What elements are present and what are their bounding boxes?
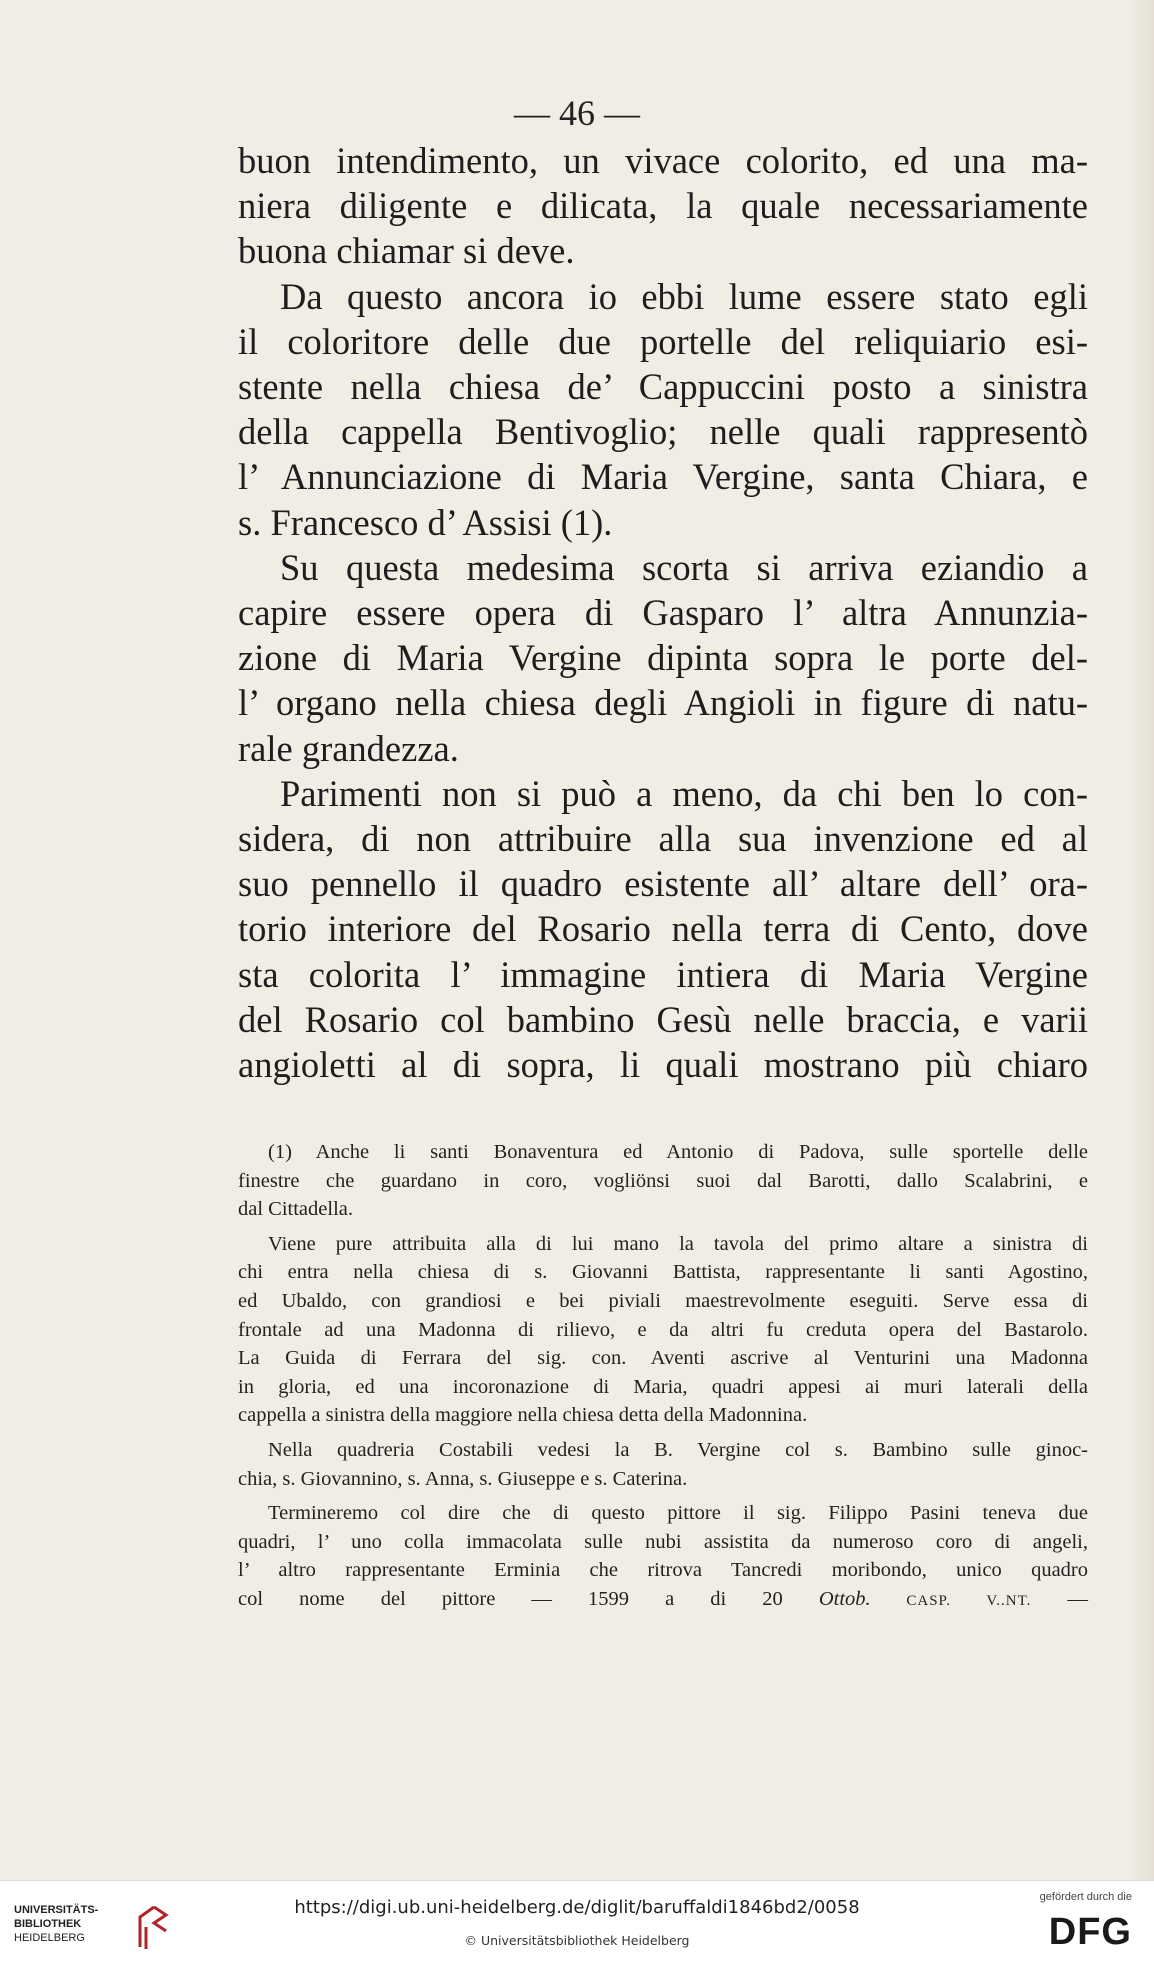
note-line: ed Ubaldo, con grandiosi e bei piviali maestrevolmente eseguiti. Serve essa di (238, 1289, 1088, 1312)
text-line: zione di Maria Vergine dipinta sopra le porte del- (238, 637, 1088, 679)
note-final-end: — (1031, 1587, 1088, 1610)
footnote (238, 1499, 1088, 1615)
note-final-start: col nome del pittore — 1599 a di 20 (238, 1587, 819, 1610)
note-final-line (238, 1585, 1088, 1616)
text-line: buon intendimento, un vivace colorito, ed una ma- (238, 140, 1088, 181)
note-line: finestre che guardano in coro, vogliönsi suoi dal Barotti, dallo Scalabrini, e (238, 1169, 1088, 1192)
note-line: Nella quadreria Costabili vedesi la B. Vergine col s. Bambino sulle ginoc- (268, 1438, 1088, 1461)
viewer-footer (0, 1880, 1154, 1967)
note-line: (1) Anche li santi Bonaventura ed Antonio di Padova, sulle sportelle delle (268, 1141, 1088, 1163)
paragraph (238, 274, 1088, 545)
note-line: in gloria, ed una incoronazione di Maria, quadri appesi ai muri laterali della (238, 1375, 1088, 1398)
note-line: Termineremo col dire che di questo pittore il sig. Filippo Pasini teneva due (268, 1502, 1088, 1525)
library-name-line: HEIDELBERG (14, 1932, 85, 1944)
footnote (238, 1436, 1088, 1493)
text-line: suo pennello il quadro esistente all’ altare dell’ ora- (238, 863, 1088, 905)
page-url-link[interactable]: https://digi.ub.uni-heidelberg.de/diglit/baruffaldi1846bd2/0058 (294, 1897, 860, 1918)
text-line: buona chiamar si deve. (238, 230, 575, 272)
dfg-logo[interactable]: DFG (1048, 1911, 1132, 1953)
note-line: cappella a sinistra della maggiore nella chiesa detta della Madonnina. (238, 1404, 808, 1427)
copyright-text: © Universitätsbibliothek Heidelberg (464, 1933, 690, 1948)
note-line: quadri, l’ uno colla immacolata sulle nubi assistita da numeroso coro di angeli, (238, 1530, 1088, 1553)
library-name-line: UNIVERSITÄTS- (14, 1904, 99, 1916)
text-line: Su questa medesima scorta si arriva eziandio a (280, 546, 1088, 588)
note-line: dal Cittadella. (238, 1198, 353, 1221)
page-gutter-shadow (1128, 0, 1154, 1880)
note-final-italic: Ottob. (818, 1587, 871, 1610)
text-line: rale grandezza. (238, 727, 459, 769)
paragraph (238, 545, 1088, 771)
library-name-line: BIBLIOTHEK (14, 1918, 82, 1930)
funding-note: gefördert durch die (1039, 1891, 1132, 1903)
note-line: frontale ad una Madonna di rilievo, e da altri fu creduta opera del Bastarolo. (238, 1318, 1088, 1341)
text-line: del Rosario col bambino Gesù nelle braccia, e varii (238, 998, 1088, 1040)
text-line: Da questo ancora io ebbi lume essere stato egli (280, 275, 1088, 317)
text-line: Parimenti non si può a meno, da chi ben lo con- (280, 772, 1088, 814)
text-line: il coloritore delle due portelle del reliquiario esi- (238, 320, 1088, 362)
footnote (238, 1138, 1088, 1224)
text-line: stente nella chiesa de’ Cappuccini posto a sinistra (238, 366, 1088, 408)
note-line: La Guida di Ferrara del sig. con. Aventi ascrive al Venturini una Madonna (238, 1347, 1088, 1370)
text-line: l’ organo nella chiesa degli Angioli in figure di natu- (238, 682, 1088, 724)
note-final-signature: CASP. V..NT. (870, 1592, 1032, 1609)
text-line: niera diligente e dilicata, la quale necessariamente (238, 185, 1088, 227)
text-line: torio interiore del Rosario nella terra di Cento, dove (238, 908, 1088, 950)
note-line: chi entra nella chiesa di s. Giovanni Battista, rappresentante li santi Agostino, (238, 1261, 1088, 1284)
note-line: l’ altro rappresentante Erminia che ritrova Tancredi moribondo, unico quadro (238, 1559, 1088, 1582)
text-line: s. Francesco d’ Assisi (1). (238, 501, 613, 543)
note-line: chia, s. Giovannino, s. Anna, s. Giuseppe e s. Caterina. (238, 1467, 688, 1490)
page-number: — 46 — (514, 93, 640, 133)
footnote (238, 1230, 1088, 1430)
text-line: della cappella Bentivoglio; nelle quali rappresentò (238, 411, 1088, 453)
footnotes (238, 1138, 1088, 1622)
text-line: capire essere opera di Gasparo l’ altra Annunzia- (238, 592, 1088, 634)
paragraph (238, 771, 1088, 1087)
text-line: sidera, di non attribuire alla sua invenzione ed al (238, 818, 1088, 860)
note-line: Viene pure attribuita alla di lui mano la tavola del primo altare a sinistra di (268, 1232, 1088, 1255)
text-line: angioletti al di sopra, li quali mostrano più chiaro (238, 1044, 1088, 1086)
paragraph (238, 138, 1088, 274)
text-line: sta colorita l’ immagine intiera di Maria Vergine (238, 953, 1088, 995)
text-line: l’ Annunciazione di Maria Vergine, santa Chiara, e (238, 456, 1088, 498)
main-text (238, 138, 1088, 1087)
